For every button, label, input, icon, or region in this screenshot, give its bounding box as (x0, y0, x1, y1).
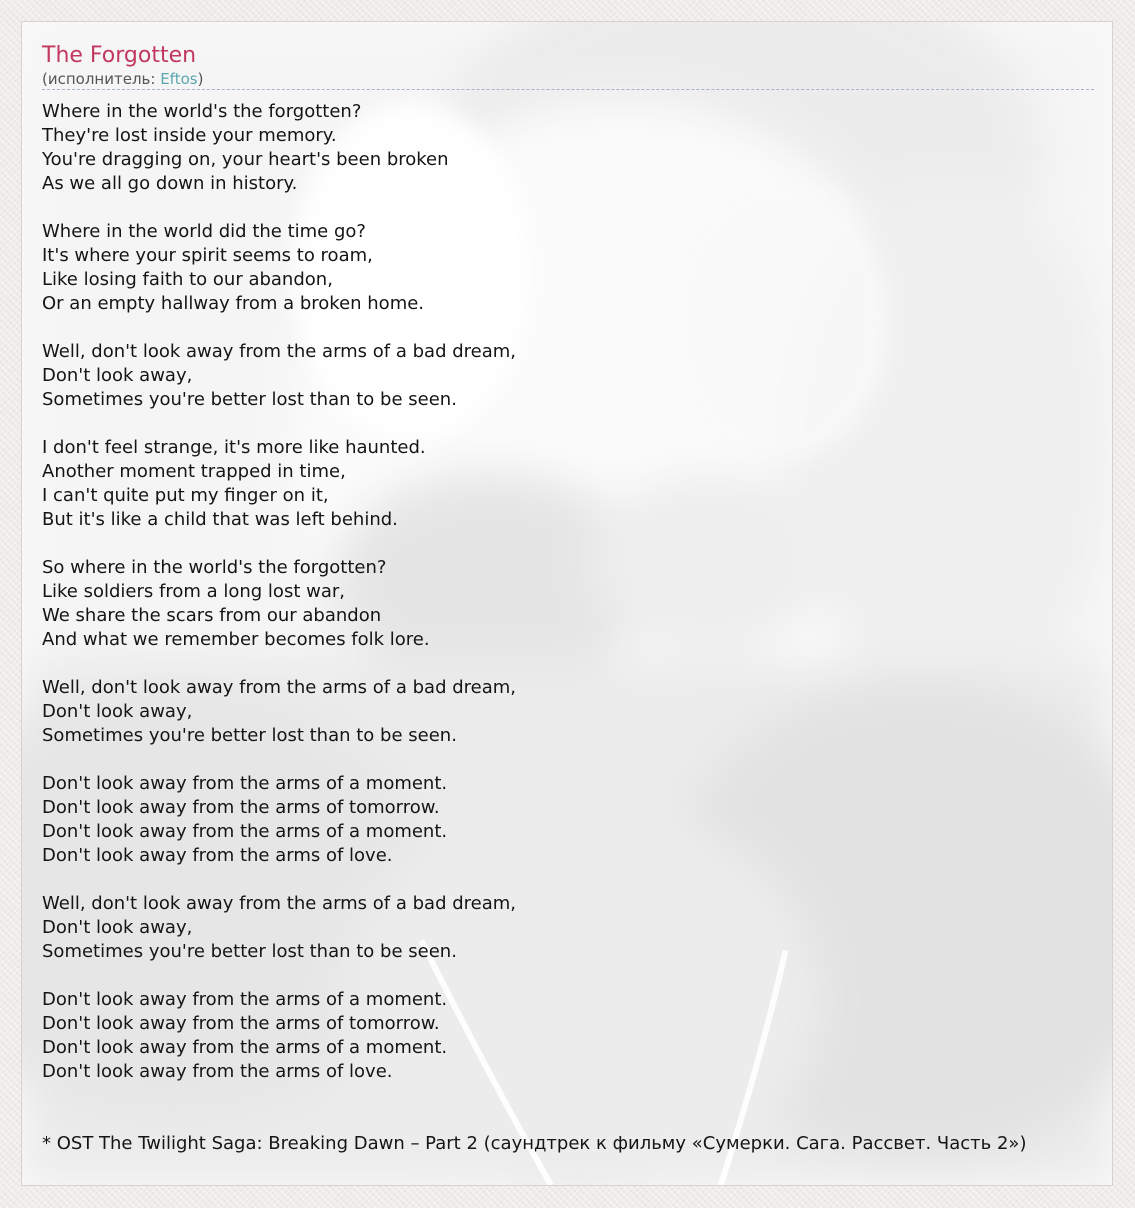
lyric-line: Where in the world's the forgotten? (42, 101, 362, 122)
lyric-line: I can't quite put my finger on it, (42, 485, 329, 506)
stanza-break (42, 412, 1113, 436)
lyric-line: Don't look away from the arms of love. (42, 1061, 393, 1082)
lyric-line: Don't look away from the arms of a moment. (42, 821, 448, 842)
lyric-line: Where in the world did the time go? (42, 221, 366, 242)
lyric-line: Don't look away from the arms of tomorrow. (42, 1013, 440, 1034)
lyric-line: Well, don't look away from the arms of a bad dream, (42, 893, 517, 914)
lyric-line: Don't look away from the arms of love. (42, 845, 393, 866)
lyric-line: Like soldiers from a long lost war, (42, 581, 345, 602)
lyric-line: Another moment trapped in time, (42, 461, 346, 482)
lyric-line: Well, don't look away from the arms of a bad dream, (42, 341, 517, 362)
song-title: The Forgotten (42, 43, 197, 68)
lyric-line: So where in the world's the forgotten? (42, 557, 387, 578)
stanza-break (42, 196, 1113, 220)
lyrics-text (42, 100, 1113, 1084)
lyric-line: Don't look away, (42, 917, 193, 938)
lyric-line: Don't look away from the arms of a moment. (42, 989, 448, 1010)
lyric-line: Don't look away from the arms of tomorrow. (42, 797, 440, 818)
lyric-line: We share the scars from our abandon (42, 605, 382, 626)
lyric-line: Well, don't look away from the arms of a bad dream, (42, 677, 517, 698)
stanza-break (42, 748, 1113, 772)
stanza-break (42, 532, 1113, 556)
lyric-line: It's where your spirit seems to roam, (42, 245, 373, 266)
lyric-line: And what we remember becomes folk lore. (42, 629, 430, 650)
stanza-break (42, 964, 1113, 988)
lyric-line: Sometimes you're better lost than to be seen. (42, 725, 457, 746)
lyric-line: You're dragging on, your heart's been broken (42, 149, 449, 170)
lyric-line: But it's like a child that was left behind. (42, 509, 398, 530)
lyric-line: Don't look away, (42, 365, 193, 386)
lyric-line: They're lost inside your memory. (42, 125, 337, 146)
soundtrack-note: * OST The Twilight Saga: Breaking Dawn – Part 2 (саундтрек к фильму «Сумерки. Сага. Рассвет. Часть 2») (42, 1133, 1027, 1154)
artist-suffix: ) (197, 70, 204, 88)
artist-prefix: (исполнитель: (42, 70, 161, 88)
lyric-line: Like losing faith to our abandon, (42, 269, 333, 290)
lyric-line: As we all go down in history. (42, 173, 298, 194)
lyric-line: Don't look away from the arms of a moment. (42, 1037, 448, 1058)
lyrics-card (21, 21, 1113, 1186)
lyrics-content (42, 22, 1113, 1156)
lyric-line: Don't look away, (42, 701, 193, 722)
lyric-line: Or an empty hallway from a broken home. (42, 293, 425, 314)
lyric-line: I don't feel strange, it's more like haunted. (42, 437, 426, 458)
lyric-line: Don't look away from the arms of a moment. (42, 773, 448, 794)
artist-link[interactable]: Eftos (160, 70, 198, 88)
artist-line (42, 70, 1094, 90)
stanza-break (42, 652, 1113, 676)
lyric-line: Sometimes you're better lost than to be seen. (42, 389, 457, 410)
stanza-break (42, 868, 1113, 892)
stanza-break (42, 316, 1113, 340)
lyric-line: Sometimes you're better lost than to be seen. (42, 941, 457, 962)
